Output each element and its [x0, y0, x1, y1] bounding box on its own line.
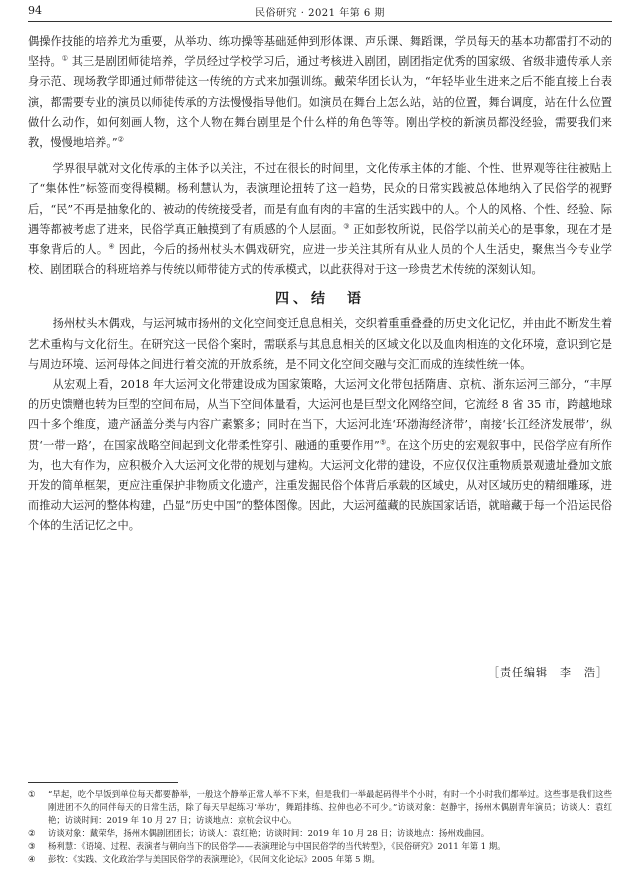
- footnote-item: [28, 840, 612, 853]
- responsible-editor: ［责任编辑 李 浩］: [488, 666, 608, 679]
- running-header: [28, 4, 612, 22]
- footnote-ref-5[interactable]: ⑤: [379, 437, 387, 446]
- footnote-item: [28, 827, 612, 840]
- footnote-text: 彭牧：《实践、文化政治学与美国民俗学的表演理论》，《民间文化论坛》2005 年第 5 期。: [48, 854, 380, 864]
- journal-title: 民俗研究 · 2021 年第 6 期: [255, 8, 385, 19]
- footnote-text: 杨利慧：《语境、过程、表演者与朝向当下的民俗学——表演理论与中国民俗学的当代转型》，《民俗研究》2011 年第 1 期。: [48, 841, 506, 851]
- page-number: 94: [28, 4, 42, 17]
- footnote-item: [28, 853, 612, 866]
- paragraph-3: 扬州杖头木偶戏，与运河城市扬州的文化空间变迁息息相关，交织着重重叠叠的历史文化记忆，并由此不断发生着艺术重构与文化衍生。在研究这一民俗个案时，需联系与其息息相关的区域文化以及血肉相连的文化环境，意识到它是与周边环境、运河母体之间进行着交流的开放系统，是不同文化空间交融与交汇而成的连续性统一体。: [28, 317, 613, 371]
- header-rule: [28, 21, 612, 22]
- footnote-ref-1[interactable]: ①: [61, 54, 69, 63]
- footnotes: [28, 788, 612, 866]
- footnote-number: ④: [28, 854, 36, 864]
- footnote-ref-3[interactable]: ③: [343, 222, 350, 231]
- footnote-text: 访谈对象：戴荣华，扬州木偶剧团团长；访谈人：袁红艳；访谈时间：2019 年 10 月 28 日；访谈地点：扬州戏曲园。: [48, 828, 490, 838]
- footnote-rule: [28, 782, 178, 783]
- paragraph-1: 偶操作技能的培养尤为重要，从举功、练功操等基础延伸到形体课、声乐课、舞蹈课，学员每天的基本功都雷打不动的坚持。① 其三是剧团师徒培养，学员经过学校学习后，通过考核进入剧团，剧团指定优秀的国家级、省级非遗传承人亲身示范、现场教学即通过师带徒这一传统的方式来加强训练。戴荣华团长认为，“年轻毕业生进来之后不能直接上台表演，都需要专业的演员以师徒传承的方法慢慢指导他们。如演员在舞台上怎么站，站的位置，舞台调度，站在什么位置做什么动作，如何刻画人物，这个人物在舞台剧里是个什么样的角色等等。刚出学校的新演员都没经验，需要我们来教，慢慢地培养。”②: [28, 35, 613, 150]
- article-body: [28, 32, 612, 537]
- footnote-number: ①: [28, 789, 36, 799]
- footnote-item: [28, 788, 612, 827]
- paragraph-2: 学界很早就对文化传承的主体予以关注，不过在很长的时间里，文化传承主体的才能、个性、世界观等往往被贴上了“集体性”标签而变得模糊。杨利慧认为，表演理论扭转了这一趋势，民众的日常实践被总体地纳入了民俗学的视野后，“民”不再是抽象化的、被动的传统接受者，而是有血有肉的丰富的生活实践中的人。个人的风格、个性、经验、际遇等都被考虑了进来，民俗学真正触摸到了有质感的个人层面。③ 正如彭牧所说，民俗学以前关心的是事象，现在才是事象背后的人。④ 因此，今后的扬州杖头木偶戏研究，应进一步关注其所有从业人员的个人生活史，聚焦当今专业学校、剧团联合的科班培养与传统以师带徒方式的传承模式，以此获得对于这一珍贵艺术传统的深刻认知。: [28, 162, 613, 277]
- footnote-ref-4[interactable]: ④: [108, 242, 115, 251]
- footnote-ref-2[interactable]: ②: [117, 135, 124, 144]
- footnote-text: “早起，吃个早饭到单位每天都要静举，一般这个静举正常人举不下来，但是我们一举最起码得半个小时，有时一个小时我们都举过。这些事是我们这些刚进团不久的同伴每天的日常生活，除了每天早起练习‘举功’，舞蹈排练、拉伸也必不可少。”访谈对象：赵静宇，扬州木偶剧青年演员；访谈人：袁红艳；访谈时间：2019 年 10 月 27 日；访谈地点：京杭会议中心。: [48, 789, 612, 825]
- footnote-number: ②: [28, 828, 36, 838]
- paragraph-4: 从宏观上看，2018 年大运河文化带建设成为国家策略，大运河文化带包括隋唐、京杭、浙东运河三部分，“丰厚的历史馈赠也转为巨型的空间布局，从当下空间体量看，大运河也是巨型文化网络空间，它流经 8 省 35 市，跨越地球四十多个维度，遗产涵盖分类与内容广素繁多；同时在当下，大运河北连‘环渤海经济带’，南接‘长江经济发展带’，纵贯‘一带一路’，在国家战略空间起到文化带柔性穿引、融通的重要作用”⑤。在这个历史的宏观叙事中，民俗学应有所作为，也大有作为，应积极介入大运河文化带的规划与建构。大运河文化带的建设，不应仅仅注重物质景观遗址叠加文旅开发的简单框架，更应注重保护非物质文化遗产，注重发掘民俗个体背后承载的区域史，从对区域历史的精细雕琢，进而推动大运河的整体构建，凸显“历史中国”的整体图像。因此，大运河蕴藏的民族国家话语，就暗藏于每一个沿运民俗个体的生活记忆之中。: [28, 378, 612, 533]
- footnote-number: ③: [28, 841, 36, 851]
- section-heading: 四、结 语: [275, 291, 365, 308]
